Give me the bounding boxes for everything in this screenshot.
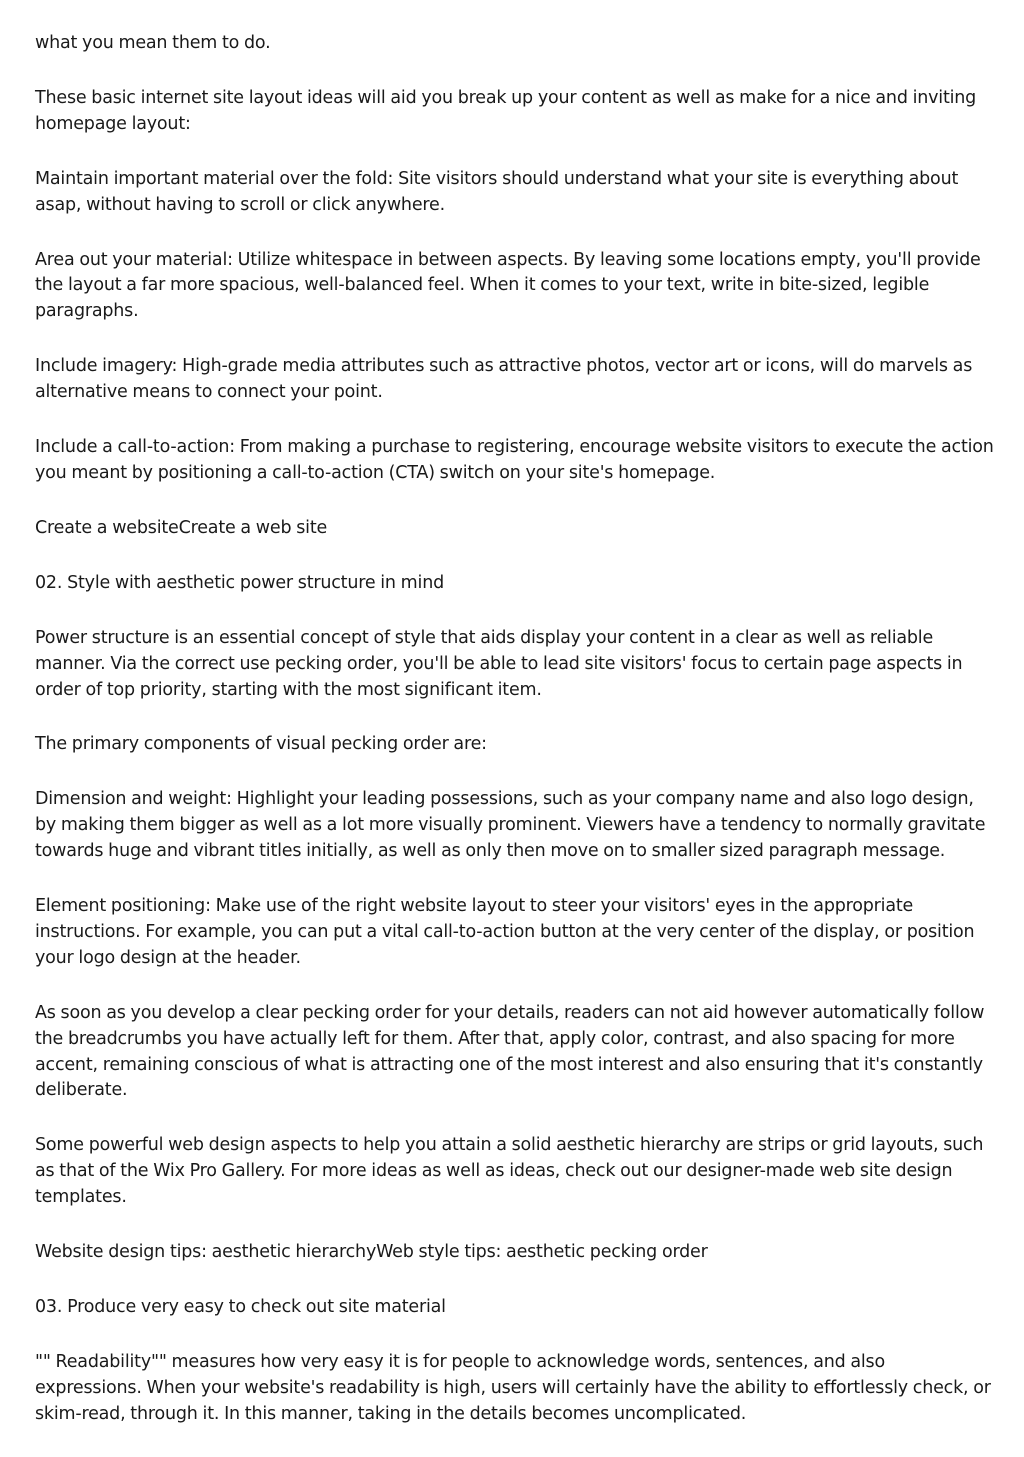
paragraph-image-caption-create-website: Create a websiteCreate a web site xyxy=(35,517,328,538)
paragraph-dimension-weight: Dimension and weight: Highlight your leading possessions, such as your company name and also logo design, by making them bigger as well as a lot more visually prominent. Viewers have a tendency to normally gravitate towards huge and vibrant titles initially, as well as only then move on to smaller sized paragraph message. xyxy=(35,789,986,862)
paragraph-grid-layouts: Some powerful web design aspects to help you attain a solid aesthetic hierarchy are strips or grid layouts, such as that of the Wix Pro Gallery. For more ideas as well as ideas, check out our designer-made web site design templates. xyxy=(35,1135,984,1208)
paragraph-power-structure: Power structure is an essential concept of style that aids display your content in a clear as well as reliable manner. Via the correct use pecking order, you'll be able to lead site visitors' focus to certain page aspects in order of top priority, starting with the most significant item. xyxy=(35,627,963,700)
paragraph-image-caption-design-tips: Website design tips: aesthetic hierarchyWeb style tips: aesthetic pecking order xyxy=(35,1242,708,1263)
paragraph-primary-components: The primary components of visual pecking order are: xyxy=(35,734,487,755)
paragraph-above-fold: Maintain important material over the fold: Site visitors should understand what your site is everything about asap, without having to scroll or click anywhere. xyxy=(35,168,959,215)
paragraph-clear-pecking-order: As soon as you develop a clear pecking order for your details, readers can not aid however automatically follow the breadcrumbs you have actually left for them. After that, apply color, contrast, and also spacing for more accent, remaining conscious of what is attracting one of the most interest and also ensuring that it's constantly deliberate. xyxy=(35,1002,985,1101)
document-page xyxy=(35,31,995,1457)
paragraph-whitespace: Area out your material: Utilize whitespace in between aspects. By leaving some locations empty, you'll provide the layout a far more spacious, well-balanced feel. When it comes to your text, write in bite-sized, legible paragraphs. xyxy=(35,249,981,322)
paragraph-intro-fragment: what you mean them to do. xyxy=(35,33,271,53)
section-heading-02: 02. Style with aesthetic power structure in mind xyxy=(35,572,444,593)
paragraph-readability: "" Readability"" measures how very easy it is for people to acknowledge words, sentences, and also expressions. When your website's readability is high, users will certainly have the ability to effortlessly check, or skim-read, through it. In this manner, taking in the details becomes uncomplicated. xyxy=(35,1351,991,1424)
paragraph-layout-ideas: These basic internet site layout ideas will aid you break up your content as well as make for a nice and inviting homepage layout: xyxy=(35,87,977,134)
section-heading-03: 03. Produce very easy to check out site material xyxy=(35,1297,446,1317)
paragraph-call-to-action: Include a call-to-action: From making a purchase to registering, encourage website visitors to execute the action you meant by positioning a call-to-action (CTA) switch on your site's homepage. xyxy=(35,437,994,483)
paragraph-imagery: Include imagery: High-grade media attributes such as attractive photos, vector art or icons, will do marvels as alternative means to connect your point. xyxy=(35,356,973,403)
paragraph-element-positioning: Element positioning: Make use of the right website layout to steer your visitors' eyes in the appropriate instructions. For example, you can put a vital call-to-action button at the very center of the display, or position your logo design at the header. xyxy=(35,896,975,968)
